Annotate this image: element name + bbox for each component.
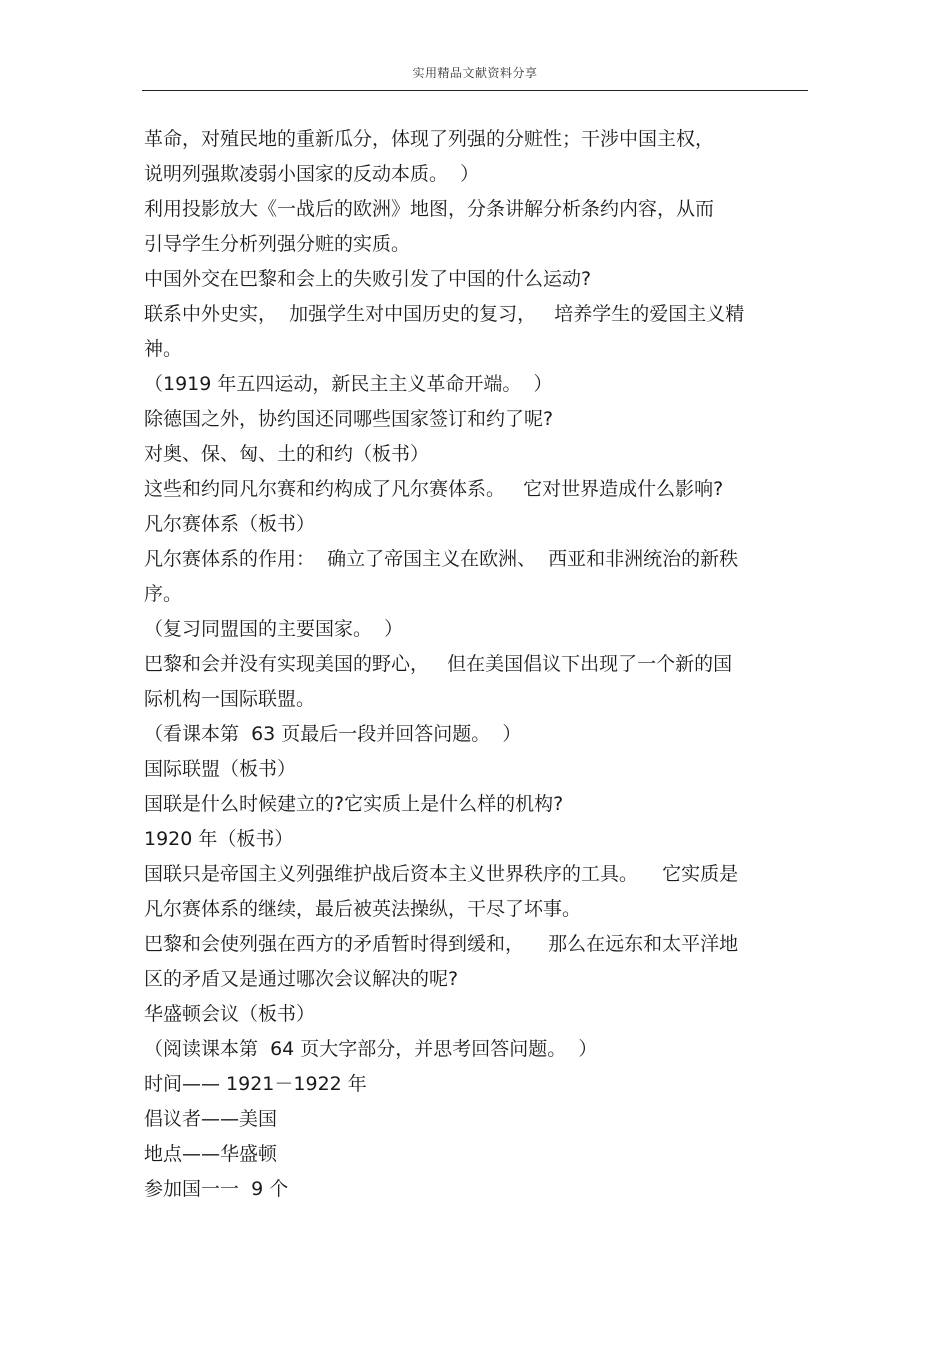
text-line: 联系中外史实， 加强学生对中国历史的复习， 培养学生的爱国主义精 bbox=[144, 303, 745, 325]
page-header: 实用精品文献资料分享 bbox=[412, 66, 538, 80]
text-line: 说明列强欺凌弱小国家的反动本质。 ） bbox=[144, 163, 480, 185]
text-line: 巴黎和会并没有实现美国的野心， 但在美国倡议下出现了一个新的国 bbox=[144, 653, 733, 675]
text-line: 这些和约同凡尔赛和约构成了凡尔赛体系。 它对世界造成什么影响? bbox=[144, 478, 724, 500]
text-line: 际机构一国际联盟。 bbox=[144, 688, 316, 710]
text-line: 对奥、保、匈、土的和约（板书） bbox=[144, 443, 430, 465]
text-line: 1920 年（板书） bbox=[144, 828, 294, 850]
text-line: 国联是什么时候建立的?它实质上是什么样的机构? bbox=[144, 793, 564, 815]
text-line: 神。 bbox=[144, 338, 183, 360]
text-line: 巴黎和会使列强在西方的矛盾暂时得到缓和， 那么在远东和太平洋地 bbox=[144, 933, 739, 955]
document-body bbox=[144, 122, 808, 1207]
text-line: 利用投影放大《一战后的欧洲》地图，分条讲解分析条约内容，从而 bbox=[144, 198, 715, 220]
text-line: 参加国一一 9 个 bbox=[144, 1178, 289, 1200]
text-line: 序。 bbox=[144, 583, 183, 605]
text-line: 时间—— 1921－1922 年 bbox=[144, 1073, 367, 1095]
text-line: 引导学生分析列强分赃的实质。 bbox=[144, 233, 411, 255]
text-line: 地点——华盛顿 bbox=[144, 1143, 278, 1165]
text-line: （阅读课本第 64 页大字部分，并思考回答问题。 ） bbox=[144, 1038, 598, 1060]
text-line: 倡议者——美国 bbox=[144, 1108, 278, 1130]
text-line: 国际联盟（板书） bbox=[144, 758, 297, 780]
text-line: 华盛顿会议（板书） bbox=[144, 1003, 316, 1025]
text-line: 凡尔赛体系的继续，最后被英法操纵，干尽了坏事。 bbox=[144, 898, 582, 920]
text-line: 国联只是帝国主义列强维护战后资本主义世界秩序的工具。 它实质是 bbox=[144, 863, 739, 885]
text-line: 凡尔赛体系（板书） bbox=[144, 513, 316, 535]
text-line: 中国外交在巴黎和会上的失败引发了中国的什么运动? bbox=[144, 268, 592, 290]
text-line: 除德国之外，协约国还同哪些国家签订和约了呢? bbox=[144, 408, 554, 430]
text-line: （看课本第 63 页最后一段并回答问题。 ） bbox=[144, 723, 522, 745]
text-line: 革命，对殖民地的重新瓜分，体现了列强的分赃性；干涉中国主权， bbox=[144, 128, 715, 150]
text-line: （复习同盟国的主要国家。 ） bbox=[144, 618, 404, 640]
text-line: 凡尔赛体系的作用： 确立了帝国主义在欧洲、 西亚和非洲统治的新秩 bbox=[144, 548, 739, 570]
text-line: （1919 年五四运动，新民主主义革命开端。 ） bbox=[144, 373, 553, 395]
header-divider bbox=[142, 90, 808, 91]
text-line: 区的矛盾又是通过哪次会议解决的呢? bbox=[144, 968, 459, 990]
